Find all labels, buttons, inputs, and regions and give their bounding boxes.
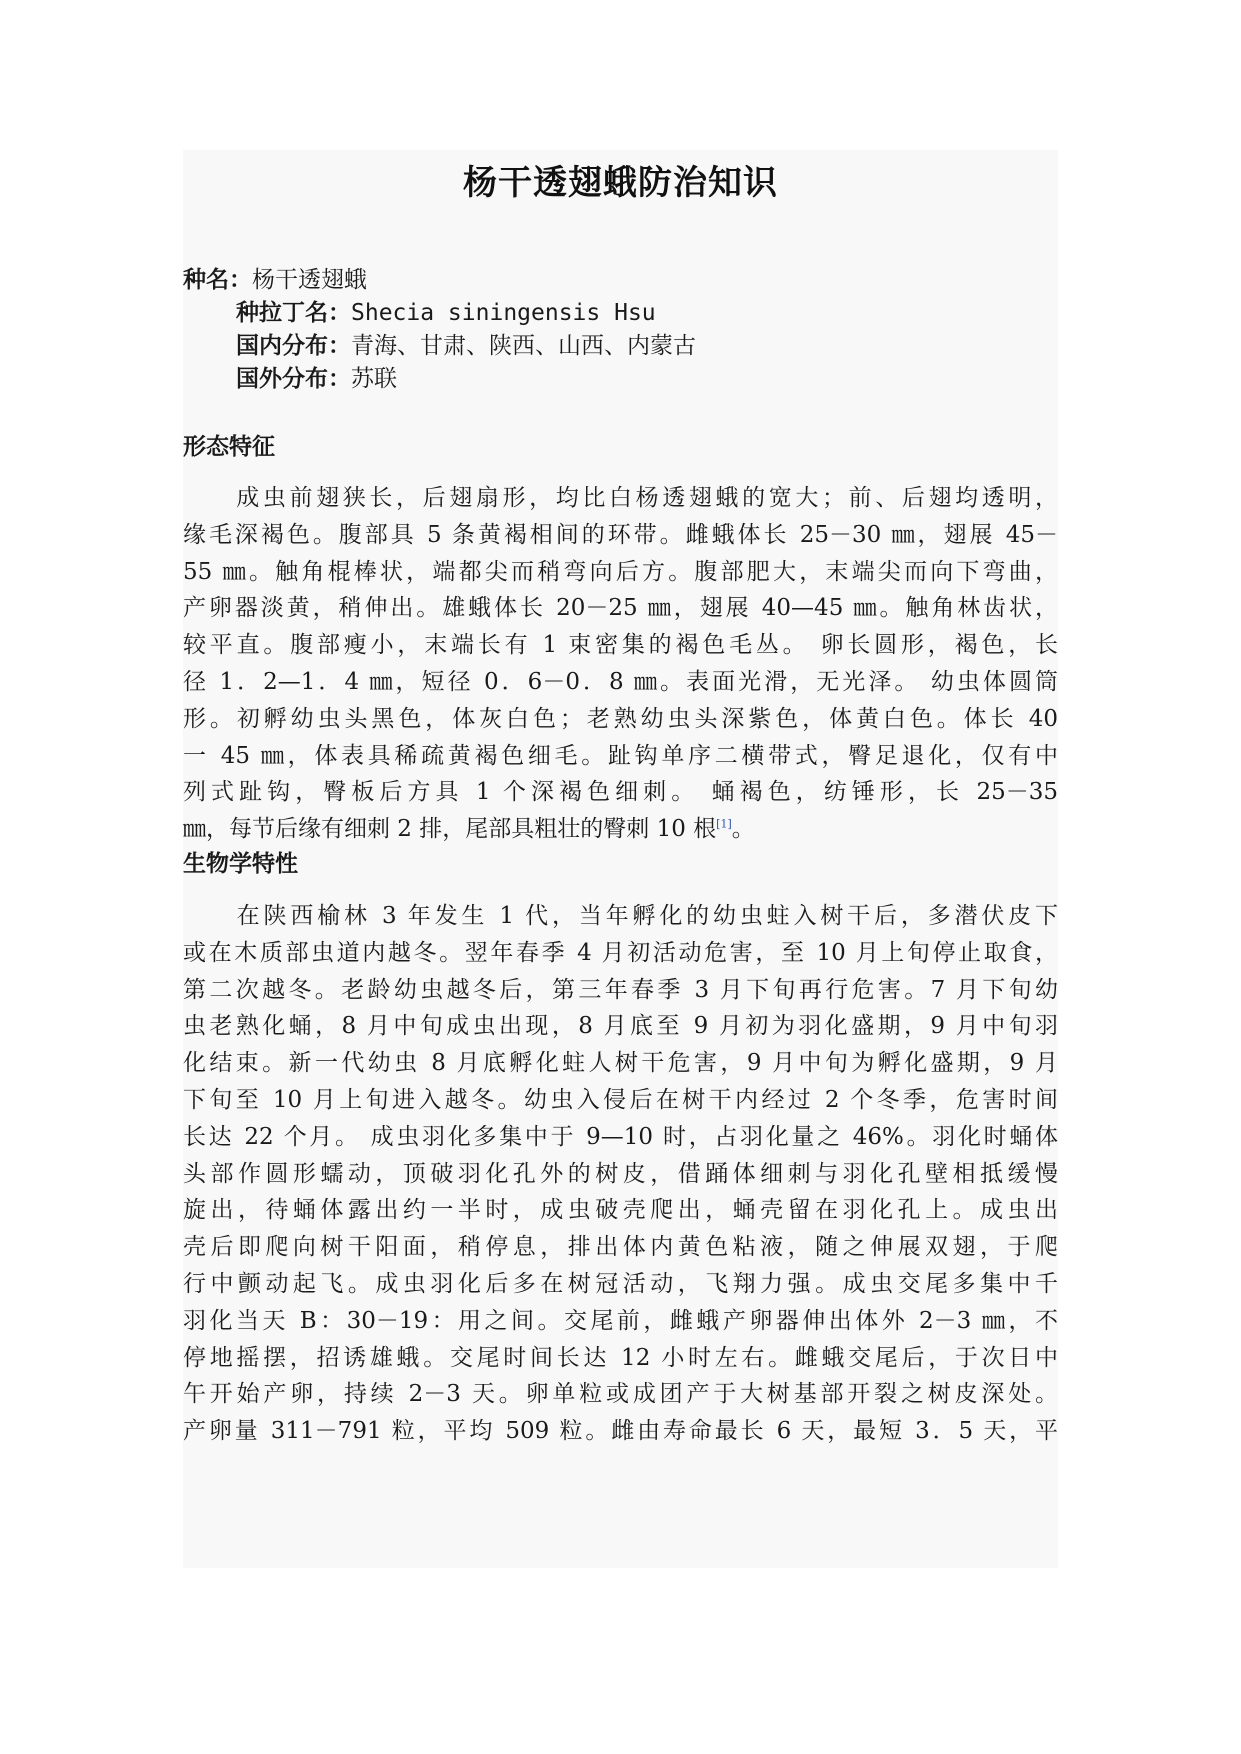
species-name-value: 杨干透翅蛾	[252, 267, 367, 293]
paragraph-line: 头部作圆形蠕动，顶破羽化孔外的树皮，借踊体细刺与羽化孔壁相抵缓慢	[183, 1160, 1058, 1187]
paragraph-line: 壳后即爬向树干阳面，稍停息，排出体内黄色粘液，随之伸展双翅，于爬	[183, 1234, 1058, 1261]
latin-name-row	[183, 295, 656, 331]
document-title: 杨干透翅蛾防治知识	[463, 163, 778, 203]
species-name-label: 种名：	[183, 267, 252, 293]
paragraph-line: 产卵器淡黄，稍伸出。雄蛾体长 20－25 ㎜，翅展 40—45 ㎜。触角林齿状，	[183, 595, 1058, 622]
paragraph-line: 成虫前翅狭长，后翅扇形，均比白杨透翅蛾的宽大；前、后翅均透明，	[183, 485, 1058, 511]
paragraph-line: 行中颤动起飞。成虫羽化后多在树冠活动，飞翔力强。成虫交尾多集中千	[183, 1270, 1058, 1297]
morphology-heading: 形态特征	[183, 434, 275, 460]
species-name-row	[183, 262, 367, 298]
domestic-distribution-row	[183, 328, 696, 364]
biology-heading: 生物学特性	[183, 851, 298, 877]
latin-name-value: Shecia siningensis Hsu	[351, 300, 656, 326]
morphology-paragraph	[183, 480, 1058, 848]
paragraph-line: 缘毛深褐色。腹部具 5 条黄褐相间的环带。雌蛾体长 25－30 ㎜，翅展 45－	[183, 521, 1058, 548]
paragraph-line-text: ㎜，每节后缘有细刺 2 排，尾部具粗壮的臀刺 10 根	[183, 816, 717, 843]
paragraph-line	[183, 811, 1058, 848]
paragraph-line: 或在木质部虫道内越冬。翌年春季 4 月初活动危害，至 10 月上旬停止取食，	[183, 939, 1058, 966]
paragraph-line: 一 45 ㎜，体表具稀疏黄褐色细毛。趾钩单序二横带式，臀足退化，仅有中	[183, 742, 1058, 769]
paragraph-line: 产卵量 311－791 粒，平均 509 粒。雌由寿命最长 6 天，最短 3．5 天，平	[183, 1418, 1058, 1445]
domestic-distribution-value: 青海、甘肃、陕西、山西、内蒙古	[351, 333, 696, 359]
paragraph-line: 形。初孵幼虫头黑色，体灰白色；老熟幼虫头深紫色，体黄白色。体长 40	[183, 705, 1058, 732]
paragraph-line: 55 ㎜。触角棍棒状，端都尖而稍弯向后方。腹部肥大，末端尖而向下弯曲，	[183, 558, 1058, 585]
paragraph-line: 午开始产卵，持续 2－3 天。卵单粒或成团产于大树基部开裂之树皮深处。	[183, 1381, 1058, 1408]
domestic-distribution-label: 国内分布：	[236, 333, 351, 359]
paragraph-line: 旋出，待蛹体露出约一半时，成虫破壳爬出，蛹壳留在羽化孔上。成虫出	[183, 1197, 1058, 1224]
foreign-distribution-label: 国外分布：	[236, 366, 351, 392]
paragraph-line-tail: 。	[731, 816, 755, 843]
paragraph-line: 停地摇摆，招诱雄蛾。交尾时间长达 12 小时左右。雌蛾交尾后，于次日中	[183, 1344, 1058, 1371]
reference-link[interactable]: [1]	[716, 817, 732, 831]
paragraph-line: 化结束。新一代幼虫 8 月底孵化蛀人树干危害，9 月中旬为孵化盛期，9 月	[183, 1050, 1058, 1077]
paragraph-line: 径 1．2—1．4 ㎜，短径 0．6－0．8 ㎜。表面光滑，无光泽。 幼虫体圆筒	[183, 668, 1058, 695]
paragraph-line: 较平直。腹部瘦小，末端长有 1 束密集的褐色毛丛。 卵长圆形，褐色，长	[183, 632, 1058, 659]
document-page	[183, 150, 1058, 1568]
paragraph-line: 第二次越冬。老龄幼虫越冬后，第三年春季 3 月下旬再行危害。7 月下旬幼	[183, 976, 1058, 1003]
foreign-distribution-row	[183, 361, 397, 397]
biology-paragraph	[183, 898, 1058, 1450]
latin-name-label: 种拉丁名：	[236, 300, 351, 326]
paragraph-line: 下旬至 10 月上旬进入越冬。幼虫入侵后在树干内经过 2 个冬季，危害时间	[183, 1086, 1058, 1113]
foreign-distribution-value: 苏联	[351, 366, 397, 392]
paragraph-line: 长达 22 个月。 成虫羽化多集中于 9—10 时，占羽化量之 46%。羽化时蛹体	[183, 1123, 1058, 1150]
paragraph-line: 虫老熟化蛹，8 月中旬成虫出现，8 月底至 9 月初为羽化盛期，9 月中旬羽	[183, 1013, 1058, 1040]
paragraph-line: 羽化当天 B：30－19：用之间。交尾前，雌蛾产卵器伸出体外 2－3 ㎜，不	[183, 1307, 1058, 1334]
paragraph-line: 在陕西榆林 3 年发生 1 代，当年孵化的幼虫蛀入树干后，多潜伏皮下	[183, 903, 1058, 929]
paragraph-line: 列式趾钩，臀板后方具 1 个深褐色细刺。 蛹褐色，纺锤形，长 25－35	[183, 779, 1058, 806]
